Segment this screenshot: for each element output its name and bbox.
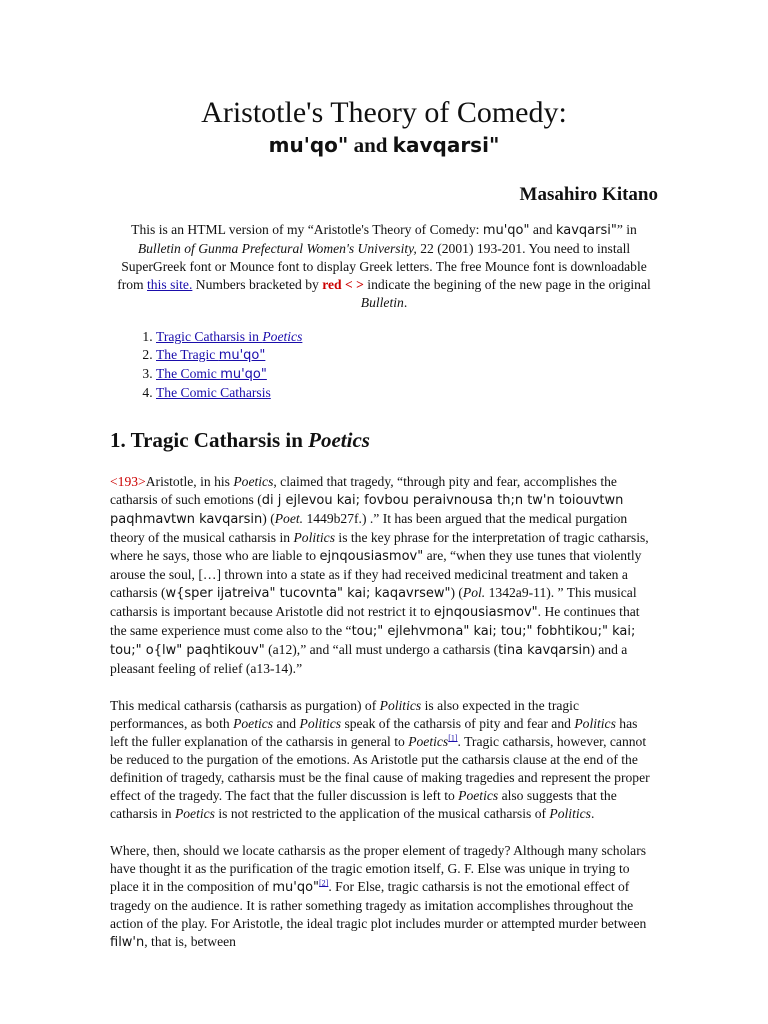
p-text: 1449b27f.) .” It has been argued that the medical purgation theory of the musical catharsis in: [110, 511, 628, 545]
toc-link-tragic-catharsis[interactable]: [156, 329, 302, 344]
p-text: has left the fuller explanation of the catharsis in general to: [110, 716, 638, 749]
p-text: , claimed that tragedy, “through pity and fear, accomplishes the catharsis of such emotions (: [110, 474, 617, 507]
p-greek: w{sper ijatreiva" tucovnta" kai; kaqavrsew": [165, 586, 451, 601]
paragraph-3: [110, 842, 658, 952]
intro-text: .: [403, 295, 408, 310]
p-italic: Poetics: [458, 788, 499, 803]
p-greek: mu'qo": [272, 880, 320, 895]
paragraph-1: [110, 473, 658, 678]
toc-item: [156, 328, 658, 346]
toc-item: [156, 384, 658, 402]
page-title: Aristotle's Theory of Comedy:: [201, 96, 567, 129]
subtitle-and: and: [348, 133, 393, 157]
page-marker: <193>: [110, 474, 146, 489]
red-marker-note: red < >: [322, 277, 364, 292]
author-name: Masahiro Kitano: [519, 184, 658, 205]
p-italic: Poetics: [408, 734, 449, 749]
p-italic: Poet.: [274, 511, 304, 526]
p-greek: filw'n: [110, 935, 145, 950]
p-text: is not restricted to the application of the musical catharsis of: [214, 806, 550, 821]
p-greek: tina kavqarsin: [498, 643, 591, 658]
p-text: 1342a9-11). ” This musical catharsis is important because Aristotle did not restrict it to: [110, 585, 637, 619]
p-text: ) (: [262, 511, 275, 526]
p-text: (a12),” and “all must undergo a catharsis (: [264, 642, 499, 657]
p-text: and: [273, 716, 300, 731]
intro-text: ” in: [616, 222, 637, 237]
p-text: Aristotle, in his: [145, 474, 234, 489]
font-download-link[interactable]: this site.: [147, 277, 193, 292]
toc-link-text: The Comic Catharsis: [156, 385, 271, 400]
intro-text: This is an HTML version of my “Aristotle's Theory of Comedy:: [131, 222, 483, 237]
p-text: Where, then, should we locate catharsis as the proper element of tragedy? Although many scholars have thought it as the purification of the tragic emotion itself, G. F. Else was unique in trying to place it in the composition of: [110, 843, 647, 894]
intro-greek: mu'qo": [482, 223, 530, 238]
section-heading: [110, 426, 658, 454]
p-italic: Politics: [574, 716, 616, 731]
section-heading-italic: Poetics: [308, 428, 370, 452]
intro-note: [110, 221, 658, 312]
p-text: . For Else, tragic catharsis is not the emotional effect of tragedy on the audience. It is rather something tragedy as imitation accomplishes throughout the action of the play. For Aristotle, the ideal tragic plot includes murder or attempted murder between: [110, 879, 647, 931]
p-italic: Pol.: [462, 585, 486, 600]
toc-link-comic-catharsis[interactable]: [156, 385, 271, 400]
intro-text: Numbers bracketed by: [192, 277, 323, 292]
section-heading-text: 1. Tragic Catharsis in: [110, 428, 309, 452]
toc-link-tragic-mythos[interactable]: [156, 347, 265, 362]
toc-link-text: The Comic: [156, 366, 221, 381]
toc-link-greek: mu'qo": [220, 367, 267, 382]
toc-link-comic-mythos[interactable]: [156, 366, 267, 381]
subtitle-greek-mythos: mu'qo": [268, 133, 349, 157]
bulletin-title: Bulletin: [360, 295, 404, 310]
footnote-link-1[interactable]: [1]: [448, 733, 458, 743]
p-text: This medical catharsis (catharsis as purgation) of: [110, 698, 380, 713]
p-text: ) (: [450, 585, 463, 600]
toc-link-greek: mu'qo": [218, 348, 266, 363]
toc-link-text: The Tragic: [156, 347, 219, 362]
toc-item: [156, 346, 658, 365]
p-text: , that is, between: [144, 934, 236, 949]
p-text: is also expected in the tragic performances, as both: [110, 698, 579, 731]
p-italic: Politics: [293, 530, 336, 545]
p-greek: ejnqousiasmov": [433, 605, 538, 620]
intro-text: indicate the begining of the new page in the original: [363, 277, 651, 292]
p-text: ) and a pleasant feeling of relief (a13-14).”: [110, 642, 628, 676]
page-subtitle: [110, 132, 658, 158]
p-text: also suggests that the catharsis in: [110, 788, 617, 821]
toc-item: [156, 365, 658, 384]
subtitle-greek-catharsis: kavqarsi": [392, 133, 500, 157]
intro-text: and: [529, 222, 556, 237]
p-italic: Poetics: [233, 716, 274, 731]
p-text: is the key phrase for the interpretation of tragic catharsis, where he says, those who are liable to: [110, 530, 649, 563]
p-greek: tou;" ejlehvmona" kai; tou;" fobhtikou;" kai; tou;" o{lw" paqhtikouv": [110, 624, 636, 658]
p-italic: Politics: [379, 698, 422, 713]
p-text: .: [590, 806, 595, 821]
toc-link-italic: Poetics: [262, 329, 303, 344]
p-text: are, “when they use tunes that violently arouse the soul, […] thrown into a state as if they had received medicinal treatment and taken a catharsis (: [110, 548, 642, 600]
intro-greek: kavqarsi": [555, 223, 617, 238]
table-of-contents: [110, 328, 658, 402]
p-italic: Poetics: [174, 806, 215, 821]
toc-link-text: Tragic Catharsis in: [156, 329, 263, 344]
p-greek: di j ejlevou kai; fovbou peraivnousa th;n tw'n toiouvtwn paqhmavtwn kavqarsin: [110, 493, 624, 527]
journal-title: Bulletin of Gunma Prefectural Women's University,: [137, 241, 417, 256]
p-greek: ejnqousiasmov": [319, 549, 424, 564]
p-text: . He continues that the same experience must come also to the “: [110, 604, 640, 638]
p-text: . Tragic catharsis, however, cannot be reduced to the purgation of the emotions. As Aristotle put the catharsis clause at the end of the definition of tragedy, catharsis must be the final cause of making tragedies and represent the proper effect of the tragedy. The fact that the fuller discussion is left to: [110, 734, 650, 803]
p-text: speak of the catharsis of pity and fear and: [341, 716, 575, 731]
intro-text: 22 (2001) 193-201. You need to install SuperGreek font or Mounce font to display Greek letters. The free Mounce font is downloadable from: [117, 241, 647, 292]
p-italic: Politics: [299, 716, 342, 731]
p-italic: Politics: [549, 806, 591, 821]
document-page: [110, 96, 658, 952]
paragraph-2: [110, 697, 658, 823]
p-italic: Poetics: [233, 474, 274, 489]
footnote-link-2[interactable]: [2]: [319, 878, 329, 888]
